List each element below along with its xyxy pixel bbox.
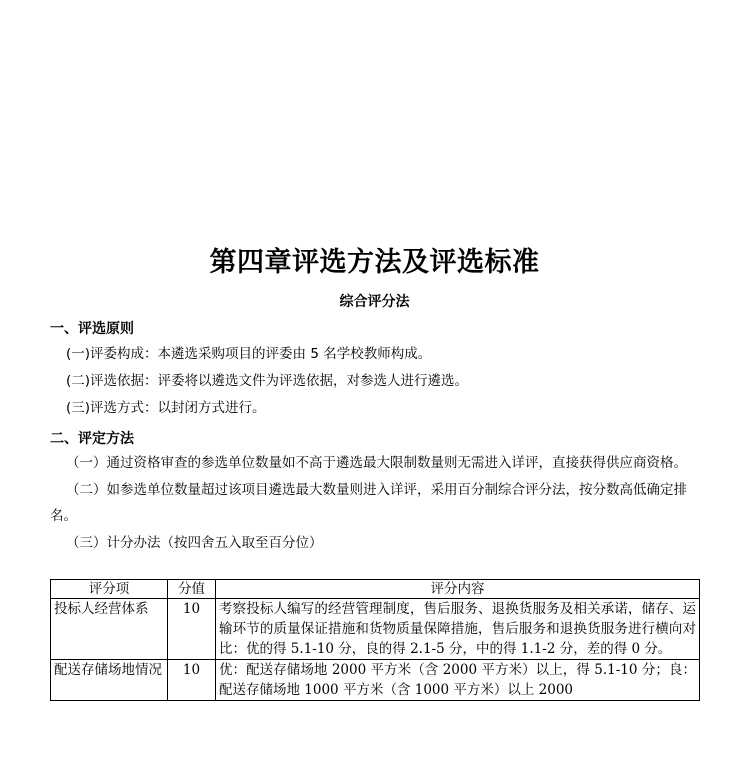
row-score: 10: [168, 599, 216, 660]
principle-item: (三)评选方式：以封闭方式进行。: [66, 400, 266, 416]
principle-item: (二)评选依据：评委将以遴选文件为评选依据，对参选人进行遴选。: [66, 373, 469, 389]
table-header-row: [51, 580, 700, 599]
method-item: （一）通过资格审查的参选单位数量如不高于遴选最大限制数量则无需进入详评，直接获得供应商资格。: [66, 455, 687, 471]
table-row: [51, 599, 700, 660]
subtitle: 综合评分法: [339, 294, 410, 310]
method-item: （二）如参选单位数量超过该项目遴选最大数量则进入详评，采用百分制综合评分法，按分数高低确定排名。: [50, 482, 687, 524]
row-item: 配送存储场地情况: [51, 660, 168, 701]
principle-item: (一)评委构成：本遴选采购项目的评委由 5 名学校教师构成。: [66, 346, 432, 362]
section-heading-principles: 一、评选原则: [50, 321, 134, 337]
row-content: 优：配送存储场地 2000 平方米（含 2000 平方米）以上，得 5.1-10 分；良：配送存储场地 1000 平方米（含 1000 平方米）以上 2000: [216, 660, 700, 701]
method-item: （三）计分办法（按四舍五入取至百分位）: [66, 535, 323, 551]
table-row: [51, 660, 700, 701]
header-item: 评分项: [51, 580, 168, 599]
page-title: 第四章评选方法及评选标准: [209, 247, 540, 278]
row-item: 投标人经营体系: [51, 599, 168, 660]
section-heading-methods: 二、评定方法: [50, 431, 134, 447]
scoring-table: [50, 579, 700, 701]
header-content: 评分内容: [216, 580, 700, 599]
header-score: 分值: [168, 580, 216, 599]
row-content: 考察投标人编写的经营管理制度，售后服务、退换货服务及相关承诺，储存、运输环节的质量保证措施和货物质量保障措施，售后服务和退换货服务进行横向对比：优的得 5.1-10 分，良的得 2.1-5 分，中的得 1.1-2 分，差的得 0 分。: [216, 599, 700, 660]
row-score: 10: [168, 660, 216, 701]
